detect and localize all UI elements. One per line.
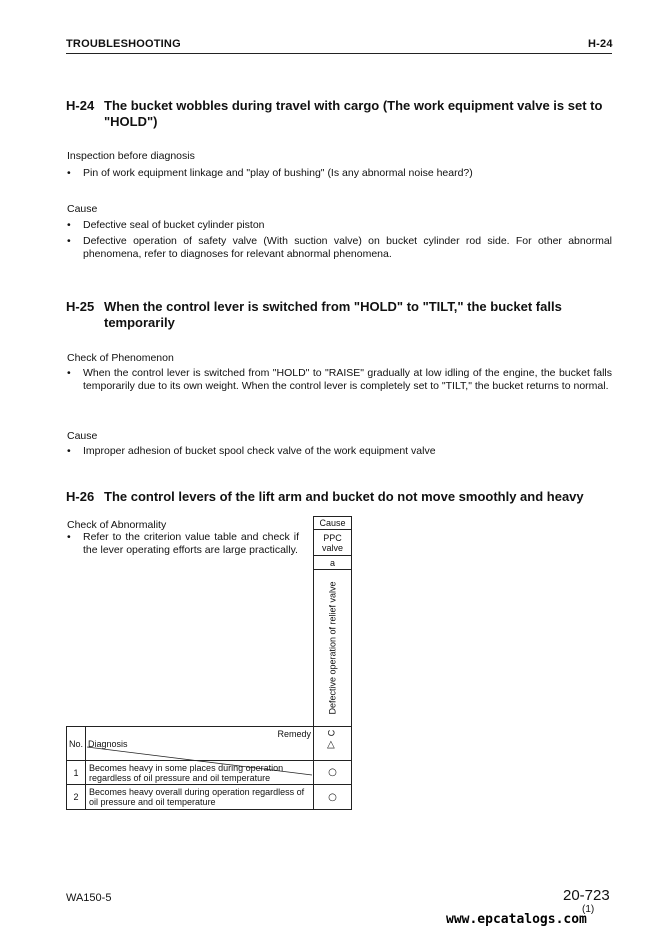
row-diagnosis: Becomes heavy overall during operation regardless of oil pressure and oil temperature: [85, 784, 314, 810]
footer-revision: (1): [582, 904, 595, 915]
section-heading: The control levers of the lift arm and bucket do not move smoothly and heavy: [104, 489, 584, 504]
header-page-code: H-24: [588, 38, 613, 50]
list-item: • When the control lever is switched from "HOLD" to "RAISE" gradually at low idling of the engine, the bucket falls temporarily due to its own weight. When the control lever is completely set to "TILT," the bucket returns to normal.: [67, 367, 612, 392]
cause-code: a: [313, 555, 352, 570]
inspection-label: Inspection before diagnosis: [67, 150, 195, 162]
remedy-value: C: [326, 729, 337, 737]
diagnosis-label: Diagnosis: [88, 739, 128, 749]
header-rule: [66, 53, 612, 54]
row-mark-icon: ○: [313, 760, 352, 785]
list-item: • Defective operation of safety valve (With suction valve) on bucket cylinder rod side. For other abnormal phenomena, refer to diagnoses for relevant abnormal phenomena.: [67, 235, 612, 260]
section-h24-title: [66, 98, 614, 130]
remedy-label: Remedy: [277, 729, 311, 739]
cause-description: Defective operation of relief valve: [327, 581, 338, 715]
list-item: • Refer to the criterion value table and check if the lever operating efforts are large practically.: [67, 531, 299, 556]
section-heading: When the control lever is switched from "HOLD" to "TILT," the bucket falls temporarily: [104, 299, 562, 330]
list-item: • Pin of work equipment linkage and "play of bushing" (Is any abnormal noise heard?): [67, 167, 473, 179]
cause-label: Cause: [67, 430, 98, 442]
footer-page-number: 20-723: [563, 887, 610, 904]
no-label: No.: [66, 726, 86, 761]
list-item: • Improper adhesion of bucket spool check valve of the work equipment valve: [67, 445, 436, 457]
row-diagnosis: Becomes heavy in some places during operation regardless of oil pressure and oil temperature: [85, 760, 314, 785]
cause-label: Cause: [67, 203, 98, 215]
component-name: PPC valve: [313, 529, 352, 556]
cause-description-cell: [313, 569, 352, 727]
footer-model: WA150-5: [66, 892, 112, 904]
cause-header: Cause: [313, 516, 352, 530]
row-number: 1: [66, 760, 86, 785]
header-left: TROUBLESHOOTING: [66, 38, 181, 50]
section-number: H-26: [66, 489, 95, 504]
section-number: H-25: [66, 299, 95, 314]
section-number: H-24: [66, 98, 95, 113]
row-mark-icon: ○: [313, 784, 352, 810]
section-h25-title: [66, 299, 614, 331]
section-h26-title: [66, 489, 614, 505]
remedy-cell: [313, 726, 352, 761]
phenomenon-label: Check of Phenomenon: [67, 352, 174, 364]
row-number: 2: [66, 784, 86, 810]
section-heading: The bucket wobbles during travel with cargo (The work equipment valve is set to "HOLD"): [104, 98, 603, 129]
abnormality-label: Check of Abnormality: [67, 519, 167, 531]
remedy-triangle-icon: ▷: [325, 740, 337, 749]
list-item: • Defective seal of bucket cylinder piston: [67, 219, 265, 231]
watermark: www.epcatalogs.com: [446, 912, 587, 927]
